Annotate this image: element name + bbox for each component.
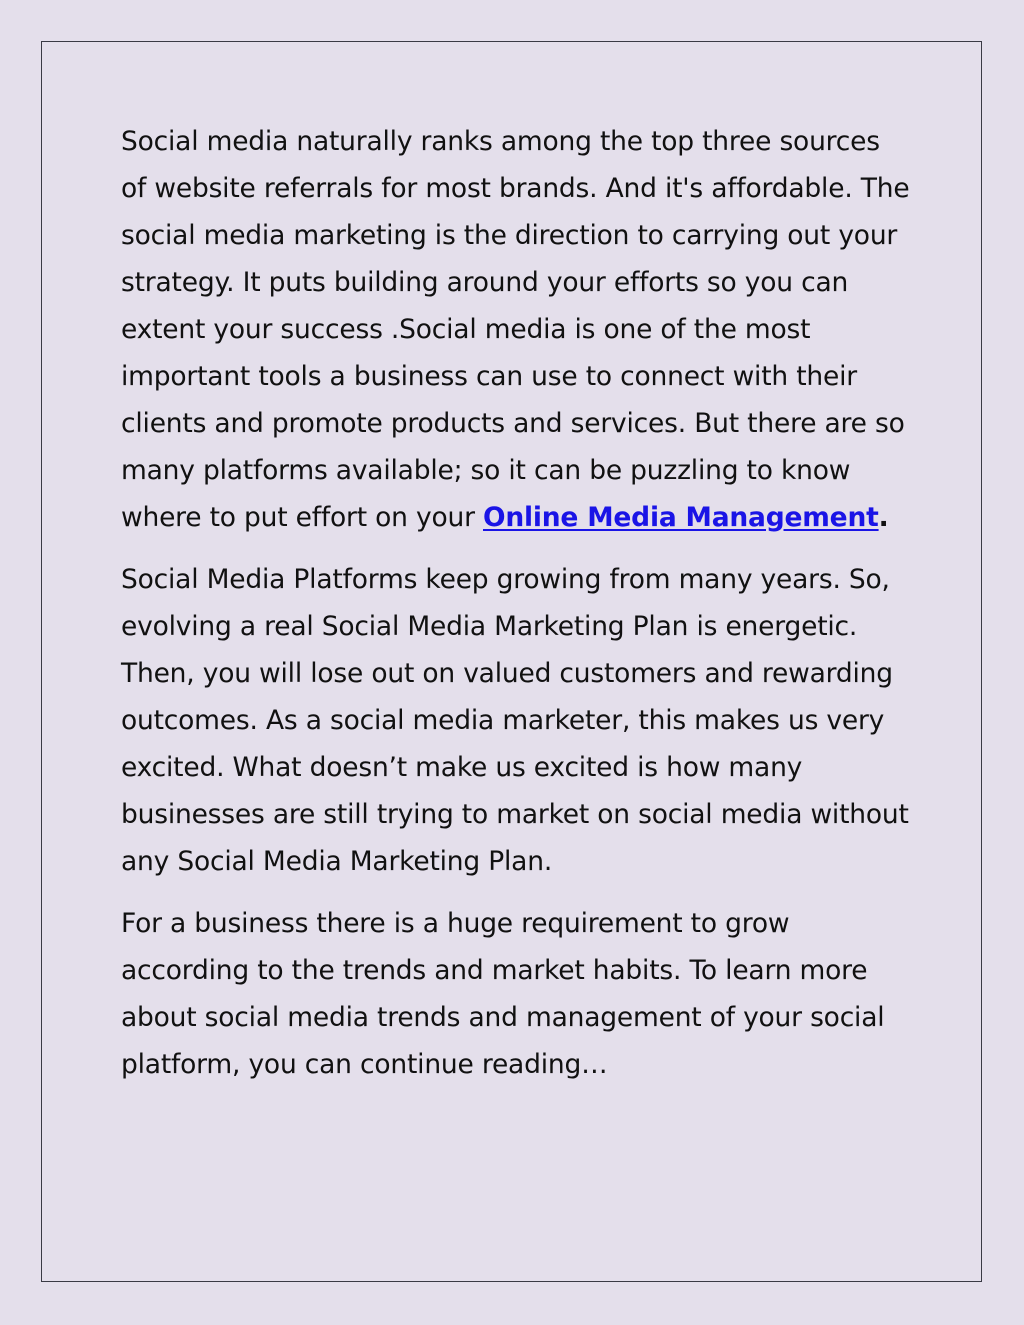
online-media-management-link[interactable]: Online Media Management xyxy=(483,502,879,533)
paragraph-1-text: Social media naturally ranks among the top three sources of website referrals for most brands. And it's affordable. The social media marketing is the direction to carrying out your strategy. It puts building around your efforts so you can extent your success .Social media is one of the most important tools a business can use to connect with their clients and promote products and services. But there are so many platforms available; so it can be puzzling to know where to put effort on your xyxy=(121,126,910,533)
paragraph-2: Social Media Platforms keep growing from many years. So, evolving a real Social Media Marketing Plan is energetic. Then, you will lose out on valued customers and rewarding outcomes. As a social media marketer, this makes us very excited. What doesn’t make us excited is how many businesses are still trying to market on social media without any Social Media Marketing Plan. xyxy=(121,564,909,877)
paragraph-1 xyxy=(121,118,911,541)
paragraph-1-end-punct: . xyxy=(878,502,889,533)
paragraph-3: For a business there is a huge requirement to grow according to the trends and market habits. To learn more about social media trends and management of your social platform, you can continue reading… xyxy=(121,908,885,1080)
document-body xyxy=(121,118,911,1103)
